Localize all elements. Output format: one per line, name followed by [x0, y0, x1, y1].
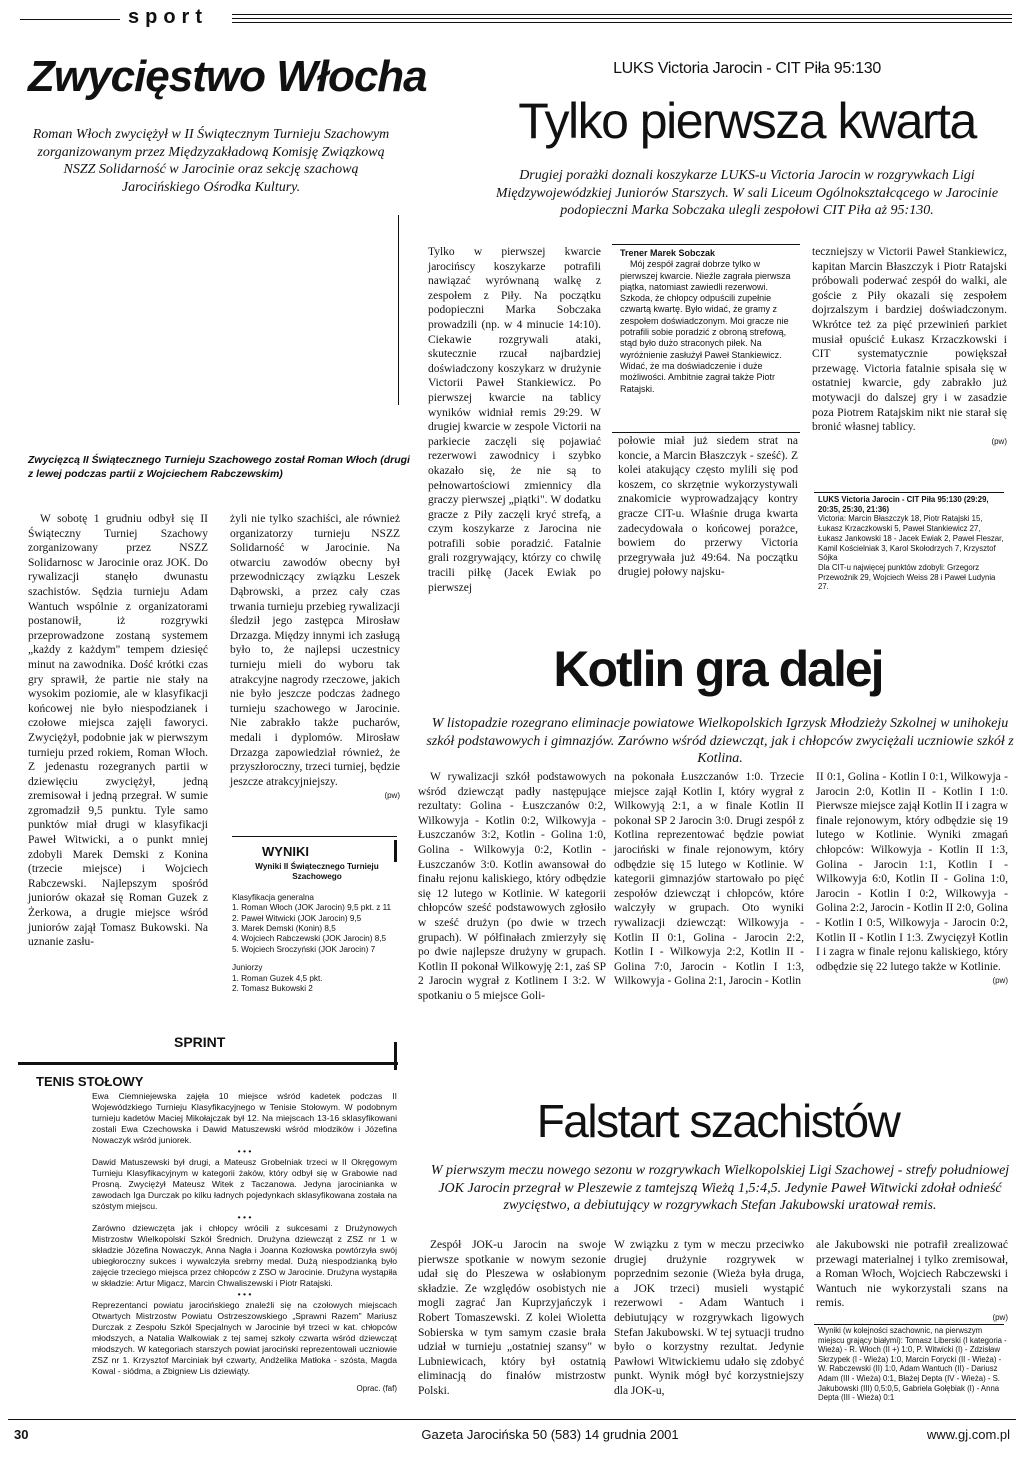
results-general-label: Klasyfikacja generalna: [232, 892, 314, 902]
results-heading: WYNIKI: [262, 844, 309, 859]
chess-sign: (pw): [384, 791, 400, 801]
basketball-col2: połowie miał już siedem strat na koncie, a Marcin Błaszczyk - sześć). Z kolei atakujący często mylili się pod koszem, co skrzętnie wykorzystywali znakomicie wyprowadzający kontry gracze CIT-u. Właśnie druga kwarta zadecydowała o końcowej porażce, bowiem do przerwy Victoria przegrywała już 49:64. Na początku drugiej połowy najsku-: [618, 435, 798, 579]
page-number: 30: [14, 1427, 29, 1442]
results-box: [232, 862, 402, 994]
sprint-sign: Oprac. (faf): [356, 1384, 397, 1393]
kicker-basketball: LUKS Victoria Jarocin - CIT Piła 95:130: [613, 60, 881, 77]
section-label: sport: [128, 6, 208, 28]
photo-chess-match: [28, 230, 394, 440]
publication-info: Gazeta Jarocińska 50 (583) 14 grudnia 2001: [421, 1427, 679, 1442]
basketball-col1: Tylko w pierwszej kwarcie jarocińscy koszykarze potrafili nawiązać wyrównaną walkę z zespołem z Piły. Na początku podopieczni Marka Sobczaka prowadzili (np. w 4 minucie 14:10). Ciekawie rozgrywali ataki, skutecznie rzucał najbardziej doświadczony koszykarz w drużynie Victorii Paweł Stankiewicz. Po pierwszej kwarcie na tablicy wyników widniał remis 29:29. W drugiej kwarcie w zespole Victorii na parkiecie zaczęli się pojawiać rezerwowi zawodnicy i szybko okazało się, że nie są to pełnowartościowi zmiennicy dla graczy pierwszej „piątki". W dodatku gracze z Piły zaczęli kryć strefą, a czym koszykarze z Jarocina nie potrafili sobie poradzić. Fatalnie grali rozgrywający, którzy co chwilę tracili piłkę (Jacek Ewiak po pierwszej: [428, 246, 601, 594]
chess-article-col2: żyli nie tylko szachiści, ale również organizatorzy turnieju NSZZ Solidarność w Jarocinie. Na otwarciu zawodów obecny był przewodniczący związku Leszek Dąbrowski, a przez cały czas trwania turnieju przebieg rywalizacji śledził jego zastępca Mirosław Drzazga. Między innymi ich zasługą było to, że najlepsi uczestnicy turnieju mieli do wyboru tak atrakcyjne nagrody rzeczowe, jakich nie było jeszcze podczas żadnego turnieju szachowego w Jarocinie. Nie zabrakło także pucharów, medali i dyplomów. Mirosław Drzazga zapowiedział również, że przyszłoroczny, trzeci turniej, będzie jeszcze atrakcyjniejszy. (pw): [230, 512, 400, 804]
sprint-p2: Dawid Matuszewski był drugi, a Mateusz Grobelniak trzeci w II Okręgowym Turnieju Klasyfikacyjnym w kategorii żaków, który odbył się w Grabowie nad Prosną. Zwyciężył Mateusz Witek z Taczanowa. Jedyna jarocinianka w zawodach Iga Durczak po kilku ładnych pojedynkach sklasyfikowana została na szóstym miejscu.: [92, 1157, 397, 1211]
coach-quote-title: Trener Marek Sobczak: [620, 248, 716, 258]
result-row: 5. Wojciech Sroczyński (JOK Jarocin) 7: [232, 944, 376, 954]
chess-league-box: [818, 1326, 1008, 1403]
junior-result-row: 2. Tomasz Bukowski 2: [232, 984, 313, 994]
unihockey-col2: na pokonała Łuszczanów 1:0. Trzecie miejsce zajął Kotlin I, który wygrał z Wilkowyją 2:1, a w finale Kotlin II pokonał SP 2 Jarocin 3:0. Drugi zespół z Kotlina reprezentować będzie powiat jarociński w finale rejonowym, który odbędzie się 15 lutego w Kotlinie. W kategorii gimnazjów startowało po pięć zespołów dziewcząt i chłopców, które walczyły w grupach. Oto wyniki rywalizacji dziewcząt: Wilkowyja - Kotlin II 0:1, Golina - Jarocin 2:2, Kotlin I - Wilkowyja 2:2, Kotlin II - Golina 7:0, Jarocin - Kotlin I 1:3, Wilkowyja - Golina 2:1, Jarocin - Kotlin: [614, 771, 804, 988]
basketball-box: [818, 495, 1006, 592]
website: www.gj.com.pl: [926, 1427, 1010, 1442]
headline-chess-league: Falstart szachistów: [536, 1095, 900, 1147]
chess-league-col3: ale Jakubowski nie potrafił zrealizować przewagi materialnej i tylko zremisował, a Roman Włoch, Wojciech Rabczewski i Wantuch nie wykorzystali szans na remis. (pw): [816, 1238, 1008, 1326]
sprint-p4: Reprezentanci powiatu jarocińskiego znaleźli się na czołowych miejscach Otwartych Mistrzostw Powiatu Ostrzeszowskiego „Sprawni Razem" Mariusz Durczak z Zespołu Szkół Specjalnych w Jarocinie był trzeci w kat. chłopców młodszych, a Natalia Walkowiak z tej samej szkoły czwarta wśród dziewcząt młodszych. W kategoriach starszych powiat jarociński reprezentowali uczniowie ZSZ nr 1. Krzysztof Marciniak był czwarty, Andżelika Matłoka - szósta, Magda Kowal - siódma, a Zbigniew Lis dziewiąty.: [92, 1300, 397, 1376]
sprint-p1: Ewa Ciemniejewska zajęła 10 miejsce wśród kadetek podczas II Wojewódzkiego Turnieju Klasyfikacyjnego w Tenisie Stołowym. W podobnym turnieju kadetów Maciej Mikołajczak był 12. Na miejscach 13-16 sklasyfikowani zostali Ewa Czechowska i Dawid Matuszewski wśród młodzików i Józefina Nowaczyk wśród juniorek.: [92, 1091, 397, 1145]
headline-chess-win: Zwycięstwo Włocha: [28, 52, 427, 101]
chess-league-results: Wyniki (w kolejności szachownic, na pierwszym miejscu grający białymi): Tomasz Liberski (I kategoria - Wieża) - R. Włoch (II +) 1:0, P. Witwicki (I) - Zdzisław Skrzypek (I - Wieża) 1:0, Marcin Forycki (II - Wieża) - W. Rabczewski (II) 1:0, Adam Wantuch (II) - Dariusz Adam (III - Wieża) 0:1, Błażej Depta (IV - Wieża) - S. Jakubowski (III) 0,5:0,5, Gabriela Gołębiak (I) - Anna Depta (III - Wieża) 0:1: [818, 1326, 1007, 1403]
headline-unihockey: Kotlin gra dalej: [553, 641, 883, 697]
headline-basketball: Tylko pierwsza kwarta: [518, 93, 976, 149]
unihockey-col3: II 0:1, Golina - Kotlin I 0:1, Wilkowyja - Jarocin 2:0, Kotlin II - Kotlin I 1:0. Pierwsze miejsce zajął Kotlin II i zagra w finale rejonowym, który odbędzie się 19 lutego w Kotlinie. Wyniki zmagań chłopców: Wilkowyja - Kotlin II 1:3, Golina - Jarocin 1:1, Kotlin I - Wilkowyja 6:0, Kotlin II - Golina 1:0, Jarocin - Kotlin I 0:2, Wilkowyja - Golina 2:2, Jarocin - Kotlin II 2:0, Golina - Kotlin I 0:5, Wilkowyja - Jarocin 0:2, Kotlin II - Kotlin I 1:3. Zwycięzył Kotlin I i zagra w finale rejonu kaliskiego, który odbędzie się 22 lutego także w Kotlinie. (pw): [816, 770, 1008, 989]
chess-league-sign: (pw): [992, 1312, 1008, 1322]
unihockey-sign: (pw): [992, 976, 1008, 986]
lede-chess-win: Roman Włoch zwyciężył w II Świątecznym Turnieju Szachowym zorganizowanym przez Międzyzakładową Komisję Związkową NSZZ Solidarność w Jarocinie oraz sekcję szachową Jarocińskiego Ośrodka Kultury.: [32, 127, 390, 195]
basketball-sign: (pw): [991, 436, 1007, 446]
lede-basketball: Drugiej porażki doznali koszykarze LUKS-u Victoria Jarocin w rozgrywkach Ligi Międzywojewódzkiej Juniorów Starszych. W sali Liceum Ogólnokształcącego w Jarocinie podopieczni Marka Sobczaka ulegli zespołowi CIT Piła aż 95:130.: [495, 168, 999, 218]
result-row: 3. Marek Demski (Konin) 8,5: [232, 924, 336, 934]
sprint-heading: SPRINT: [174, 1034, 226, 1050]
chess-league-col2: W związku z tym w meczu przeciwko drugiej drużynie rozgrywek w poprzednim sezonie (Wieża była druga, a JOK trzeci) musieli wystąpić rezerwowi - Adam Wantuch i debiutujący w rozgrywkach ligowych Stefan Jakubowski. W tej sytuacji trudno było o korzystny rezultat. Jedynie Pawłowi Witwickiemu udało się zdobyć punkt. Wynik mógł być korzystniejszy dla JOK-u,: [614, 1239, 804, 1397]
unihockey-col1: W rywalizacji szkół podstawowych wśród dziewcząt padły następujące rezultaty: Golina - Łuszczanów 0:2, Wilkowyja - Kotlin 0:2, Wilkowyja - Łuszczanów 3:2, Kotlin - Golina 1:0, Golina - Wilkowyja 0:2, Kotlin - Łuszczanów 3:0. Kotlin awansował do finału rejonu kaliskiego, który odbędzie się 12 lutego w Kotlinie. W kategorii chłopców sześć podstawowych zgłosiło w sześć drużyn (po dwie w trzech grupach). W półfinałach zmierzyły się po dwie najlepsze drużyny w grupach. Kotlin II pokonał Wilkowyję 2:1, zaś SP 2 Jarocin wygrał z Kotlinem I 3:2. W spotkaniu o 5 miejsce Goli-: [418, 771, 606, 1002]
result-row: 2. Paweł Witwicki (JOK Jarocin) 9,5: [232, 913, 362, 923]
basketball-col3: teczniejszy w Victorii Paweł Stankiewicz, kapitan Marcin Błaszczyk i Piotr Ratajski próbowali poderwać zespół do walki, ale goście z Piły okazali się zespołem dojrzalszym i bardziej doświadczonym. Wkrótce też za pięć przewinień parkiet musiał opuścić Łukasz Krzaczkowski i CIT systematycznie powiększał przewagę. Victoria fatalnie spisała się w ostatniej kwarcie, gdy zabrakło już motywacji do dalszej gry i w zasadzie poza Piotrem Ratajskim nikt nie starał się bronić własnej tablicy. (pw): [812, 245, 1007, 449]
sprint-subheading: TENIS STOŁOWY: [36, 1074, 144, 1089]
sprint-box: Ewa Ciemniejewska zajęła 10 miejsce wśród kadetek podczas II Wojewódzkiego Turnieju Klasyfikacyjnego w Tenisie Stołowym. W podobnym turnieju kadetów Maciej Mikołajczak był 12. Na miejscach 13-16 sklasyfikowani zostali Ewa Czechowska i Dawid Matuszewski wśród młodzików i Józefina Nowaczyk wśród juniorek. • • • Dawid Matuszewski był drugi, a Mateusz Grobelniak trzeci w II Okręgowym Turnieju Klasyfikacyjnym w kategorii żaków, który odbył się w Grabowie nad Prosną. Zwyciężył Mateusz Witek z Taczanowa. Jedyna jarocinianka w zawodach Iga Durczak po kilku ładnych pojedynkach sklasyfikowana została na szóstym miejscu. • • • Zarówno dziewczęta jak i chłopcy wrócili z sukcesami z Drużynowych Mistrzostw Wielkopolski Szkół Średnich. Drużyna dziewcząt z ZSZ nr 1 w składzie Józefina Nowaczyk, Anna Nagła i Joanna Kozłowska powtórzyła swój ubiegłoroczny sukces i wywalczyła srebrny medal. Dużą niespodzianką było zajęcie trzeciego miejsca przez chłopców z ZSO w Jarocinie. Drużyna wystąpiła w składzie: Artur Migacz, Marcin Chwaliszewski i Piotr Ratajski. • • • Reprezentanci powiatu jarocińskiego znaleźli się na czołowych miejscach Otwartych Mistrzostw Powiatu Ostrzeszowskiego „Sprawni Razem" Mariusz Durczak z Zespołu Szkół Specjalnych w Jarocinie był trzeci w kat. chłopców młodszych, a Natalia Walkowiak z tej samej szkoły czwarta wśród dziewcząt młodszych. W kategoriach starszych powiat jarociński reprezentowali uczniowie ZSZ nr 1. Krzysztof Marciniak był czwarty, Andżelika Matłoka - szósta, Magda Kowal - siódma, a Zbigniew Lis dziewiąty. Oprac. (faf): [92, 1091, 397, 1393]
basketball-box-cit: Dla CIT-u najwięcej punktów zdobyli: Grzegorz Przewoźnik 29, Wojciech Weiss 28 i Paweł Ludynia 27.: [818, 562, 996, 592]
coach-quote: [620, 248, 792, 395]
chess-league-col1: Zespół JOK-u Jarocin na swoje pierwsze spotkanie w nowym sezonie udał się do Pleszewa w osłabionym składzie. Ze względów osobistych nie mogli zagrać Jan Kuprzyjańczyk i Robert Tomaszewski. Z kolei Wioletta Sobierska w tym samym czasie brała udział w turnieju „ostatniej szansy" w Lubniewicach, który był ostatnią eliminacją do finałów mistrzostw Polski.: [418, 1239, 606, 1397]
lede-unihockey: W listopadzie rozegrano eliminacje powiatowe Wielkopolskich Igrzysk Młodzieży Szkolnej w unihokeju szkół podstawowych i gimnazjów. Zarówno wśród dziewcząt, jak i chłopców zwyciężali uczniowie szkół z Kotlina.: [426, 716, 1014, 766]
basketball-box-victoria: Victoria: Marcin Błaszczyk 18, Piotr Ratajski 15, Łukasz Krzaczkowski 5, Paweł Stankiewicz 27, Łukasz Jankowski 18 - Jacek Ewiak 2, Paweł Fleszar, Kamil Kościelniak 3, Karol Skołodrzych 7, Krzysztof Sójka: [818, 514, 1004, 563]
result-row: 1. Roman Włoch (JOK Jarocin) 9,5 pkt. z 11: [232, 903, 392, 913]
basketball-box-score: LUKS Victoria Jarocin - CIT Piła 95:130 (29:29, 20:35, 25:30, 21:36): [818, 495, 989, 514]
result-row: 4. Wojciech Rabczewski (JOK Jarocin) 8,5: [232, 934, 387, 944]
junior-result-row: 1. Roman Guzek 4,5 pkt.: [232, 973, 323, 983]
chess-article-col1: W sobotę 1 grudniu odbył się II Świąteczny Turniej Szachowy zorganizowany przez NSZZ Solidarnosc w Jarocinie oraz JOK. Do rywalizacji stanęło dwunastu szachistów. Sędzia turnieju Adam Wantuch wspólnie z organizatorami postanowił, iż rozgrywki przeprowadzone zostaną systemem „każdy z każdym" tempem dziesięć minut na zawodnika. Dość krótki czas gry sprawił, że partie nie stały na wysokim poziomie, ale w klasyfikacji końcowej nie było niespodzianek i czołowe miejsca zajęli faworyci. Zwyciężył, podobnie jak w pierwszym turnieju przed rokiem, Roman Włoch. Z jedenastu rozegranych partii w dziewięciu zwyciężył, jedną zremisował i jedną przegrał. W sumie zgromadził 9,5 punktu. Tyle samo punktów miał drugi w klasyfikacji Paweł Witwicki, a o punkt mniej zdobyli Marek Demski z Konina (trzecie miejsce) i Wojciech Rabczewski. Najlepszym spośród juniorów okazał się Roman Guzek z Żerkowa, a drugie miejsce wśród juniorów zajął Tomasz Bukowski. Na uznanie zasłu-: [28, 513, 208, 949]
lede-chess-league: W pierwszym meczu nowego sezonu w rozgrywkach Wielkopolskiej Ligi Szachowej - strefy południowej JOK Jarocin przegrał w Pleszewie z tamtejszą Wieżą 1,5:4,5. Jedynie Paweł Witwicki zdołał odnieść zwycięstwo, a debiutujący w rozgrywkach Stefan Jakubowski uratował remis.: [430, 1163, 1010, 1213]
coach-quote-text: Mój zespół zagrał dobrze tylko w pierwszej kwarcie. Nieźle zagrała pierwsza piątka, natomiast zawiedli rezerwowi. Szkoda, że chłopcy odpuścili zupełnie czwartą kwartę. Było widać, że gramy z zespołem doświadczonym. Moi gracze nie potrafili sobie poradzić z obroną strefową, stąd było dużo straconych piłek. Na wyróżnienie zasłużył Paweł Stankiewicz. Widać, że ma doświadczenie i duże możliwości. Ambitnie zagrał także Piotr Ratajski.: [620, 259, 791, 394]
results-subtitle: Wyniki II Świątecznego Turnieju Szachowego: [255, 862, 379, 882]
photo-caption: Zwycięzcą II Świątecznego Turnieju Szachowego został Roman Włoch (drugi z lewej podczas partii z Wojciechem Rabczewskim): [28, 454, 410, 480]
results-junior-label: Juniorzy: [232, 963, 263, 973]
sprint-p3: Zarówno dziewczęta jak i chłopcy wrócili z sukcesami z Drużynowych Mistrzostw Wielkopolski Szkół Średnich. Drużyna dziewcząt z ZSZ nr 1 w składzie Józefina Nowaczyk, Anna Nagła i Joanna Kozłowska powtórzyła swój ubiegłoroczny sukces i wywalczyła srebrny medal. Dużą niespodzianką było zajęcie trzeciego miejsca przez chłopców z ZSO w Jarocinie. Drużyna wystąpiła w składzie: Artur Migacz, Marcin Chwaliszewski i Piotr Ratajski.: [92, 1223, 397, 1288]
